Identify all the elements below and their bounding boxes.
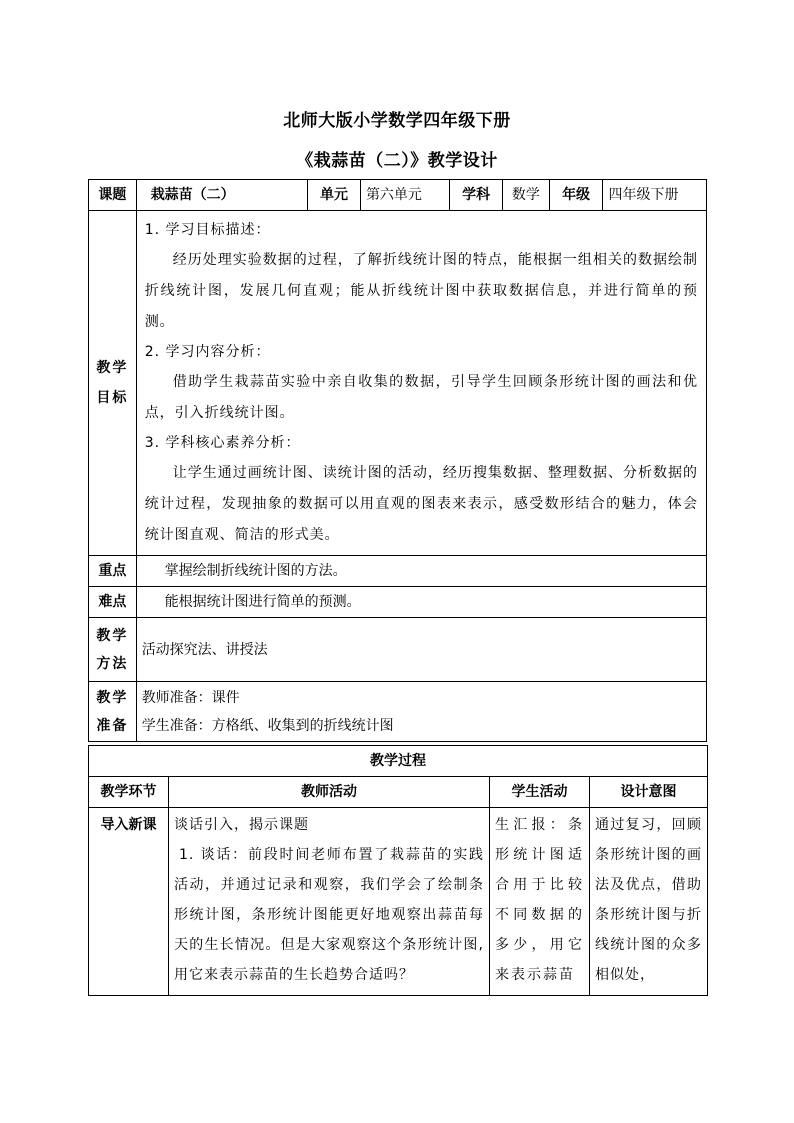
col-stage-header: 教学环节	[89, 777, 169, 808]
key-label: 重点	[89, 556, 137, 587]
prep-student: 学生准备：方格纸、收集到的折线统计图	[141, 717, 394, 734]
difficulty-label: 难点	[89, 587, 137, 618]
goal1-title: 1. 学习目标描述：	[144, 221, 271, 238]
unit-value: 第六单元	[360, 180, 449, 211]
key-value: 掌握绘制折线统计图的方法。	[136, 556, 706, 587]
course-value: 栽蒜苗（二）	[136, 180, 307, 211]
teacher-line1: 谈话引入，揭示课题	[174, 817, 309, 833]
subject-label: 学科	[450, 180, 503, 211]
prep-label	[89, 682, 137, 742]
info-table	[88, 179, 707, 742]
goal3-text: 让学生通过画统计图、读统计图的活动，经历搜集数据、整理数据、分析数据的统计过程，发现抽象的数据可以用直观的图表来表示，感受数形结合的魅力，体会统计图直观、简洁的形式美。	[144, 464, 698, 543]
unit-label: 单元	[308, 180, 361, 211]
document-title: 北师大版小学数学四年级下册	[283, 111, 511, 131]
goals-content	[136, 211, 706, 556]
goal2-title: 2. 学习内容分析：	[144, 343, 271, 360]
key-row	[89, 556, 707, 587]
subject-value: 数学	[503, 180, 550, 211]
col-teacher-header: 教师活动	[169, 777, 490, 808]
process-header-row	[89, 777, 708, 808]
process-row	[89, 808, 708, 996]
prep-label-line2: 准备	[96, 717, 129, 734]
method-label-line2: 方法	[96, 655, 129, 672]
goal2-text: 借助学生栽蒜苗实验中亲自收集的数据，引导学生回顾条形统计图的画法和优点，引入折线统计图。	[144, 373, 698, 421]
col-student-header: 学生活动	[490, 777, 590, 808]
course-row	[89, 180, 707, 211]
student-activity: 生汇报：条形统计图适合用于比较不同数据的多少，用它来表示蒜苗	[490, 808, 590, 996]
grade-label: 年级	[549, 180, 603, 211]
process-heading-row	[89, 746, 708, 777]
goals-label-line1: 教学	[96, 360, 129, 376]
teacher-line2: 1. 谈话：前段时间老师布置了栽蒜苗的实践活动，并通过记录和观察，我们学会了绘制条形统计图，条形统计图能更好地观察出蒜苗每天的生长情况。但是大家观察这个条形统计图,用它来表示蒜苗的生长趋势合适吗？	[174, 847, 484, 983]
difficulty-row	[89, 587, 707, 618]
method-value: 活动探究法、讲授法	[136, 618, 706, 682]
goals-label	[89, 211, 137, 556]
stage-cell: 导入新课	[89, 808, 169, 996]
process-heading: 教学过程	[89, 746, 708, 777]
prep-label-line1: 教学	[96, 689, 129, 706]
process-table	[88, 745, 708, 996]
design-intent: 通过复习，回顾条形统计图的画法及优点，借助条形统计图与折线统计图的众多相似处，	[590, 808, 708, 996]
difficulty-value: 能根据统计图进行简单的预测。	[136, 587, 706, 618]
goals-row	[89, 211, 707, 556]
teacher-activity	[169, 808, 490, 996]
method-label	[89, 618, 137, 682]
grade-value: 四年级下册	[603, 180, 707, 211]
method-label-line1: 教学	[96, 627, 129, 644]
col-intent-header: 设计意图	[590, 777, 708, 808]
method-row	[89, 618, 707, 682]
prep-row	[89, 682, 707, 742]
prep-teacher: 教师准备：课件	[141, 689, 240, 706]
prep-content	[136, 682, 706, 742]
goal1-text: 经历处理实验数据的过程，了解折线统计图的特点，能根据一组相关的数据绘制折线统计图，发展几何直观；能从折线统计图中获取数据信息，并进行简单的预测。	[144, 251, 698, 330]
course-label: 课题	[89, 180, 137, 211]
goal3-title: 3. 学科核心素养分析：	[144, 434, 301, 451]
goals-label-line2: 目标	[96, 390, 129, 406]
document-subtitle: 《栽蒜苗（二）》教学设计	[296, 151, 498, 171]
